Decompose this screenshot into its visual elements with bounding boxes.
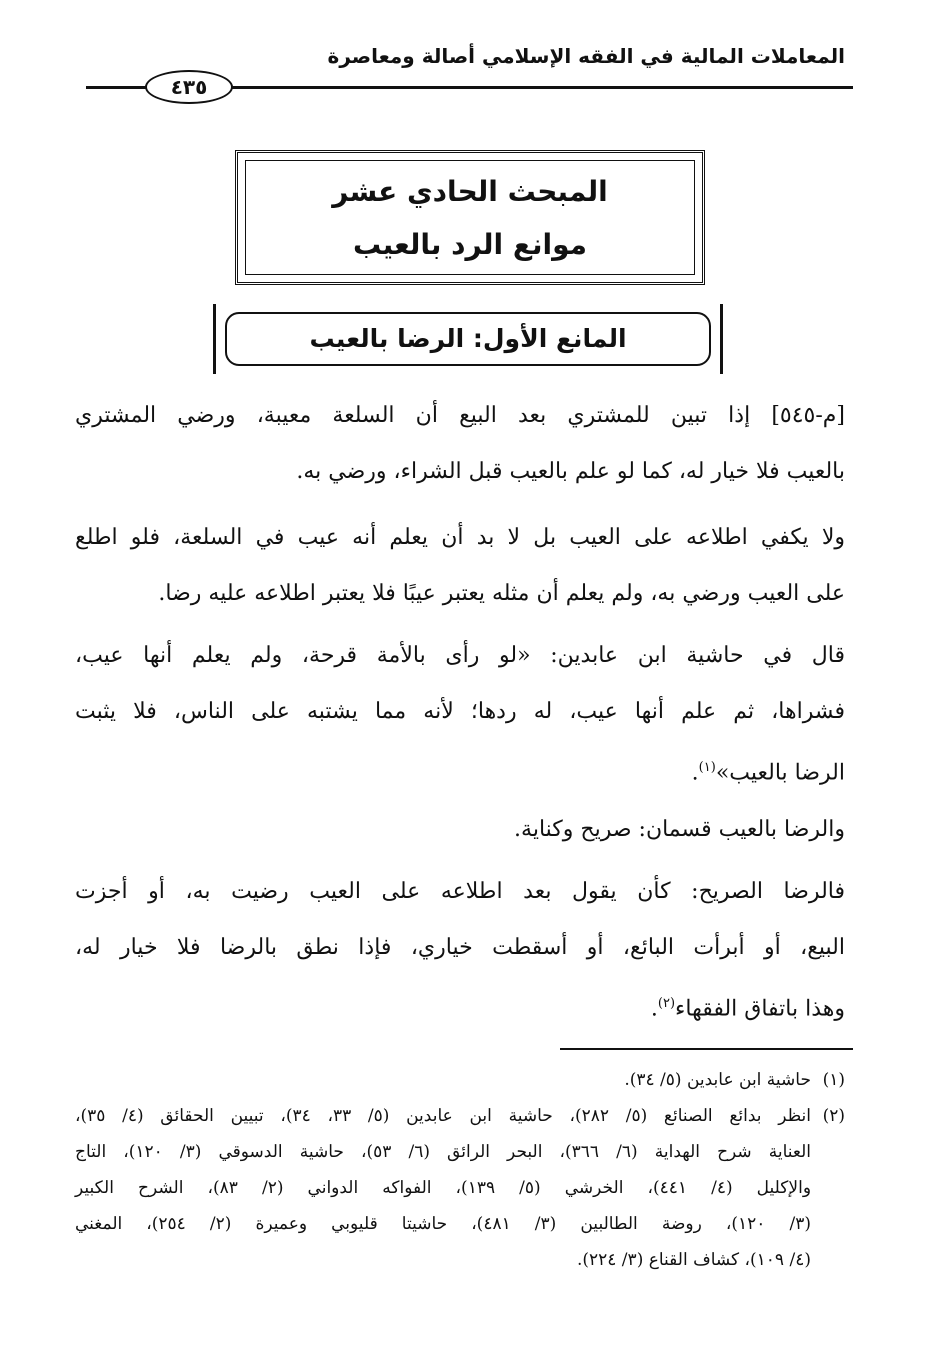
paragraph-line: على العيب ورضي به، ولم يعلم أن مثله يعتبر عيبًا فلا يعتبر اطلاعه عليه رضا.	[158, 581, 845, 606]
footnote-2-line	[75, 1134, 845, 1170]
footnote-1	[75, 1062, 845, 1098]
chapter-title: موانع الرد بالعيب	[353, 228, 587, 261]
consensus-text: وهذا باتفاق الفقهاء	[675, 996, 845, 1022]
paragraph-line: والرضا بالعيب قسمان: صريح وكناية.	[514, 817, 845, 842]
running-title: المعاملات المالية في الفقه الإسلامي أصالة ومعاصرة	[327, 44, 845, 68]
period: .	[691, 760, 699, 786]
paragraph-line: بالعيب فلا خيار له، كما لو علم بالعيب قبل الشراء، ورضي به.	[296, 459, 845, 484]
paragraph-line: فشراها، ثم علم أنها عيب، له ردها؛ لأنه مما يشتبه على الناس، فلا يثبت	[75, 699, 845, 724]
paragraph-5	[75, 864, 845, 1032]
paragraph-4	[75, 802, 845, 858]
footnote-text: العناية شرح الهداية (٦/ ٣٦٦)، البحر الرائق (٦/ ٥٣)، حاشية الدسوقي (٣/ ١٢٠)، التاج	[75, 1142, 812, 1162]
paragraph-line: قال في حاشية ابن عابدين: «لو رأى بالأمة قرحة، ولم يعلم أنها عيب،	[75, 643, 845, 668]
footnote-text: حاشية ابن عابدين (٥/ ٣٤).	[624, 1070, 811, 1090]
paragraph-line: فالرضا الصريح: كأن يقول بعد اطلاعه على العيب رضيت به، أو أجزت	[75, 879, 845, 904]
page-number: ٤٣٥	[145, 70, 233, 104]
paragraph-line	[75, 740, 845, 796]
chapter-heading-box	[235, 150, 705, 285]
footnote-2-line	[75, 1242, 845, 1278]
paragraph-line	[75, 976, 845, 1032]
section-heading-box	[213, 304, 723, 374]
footnote-2-line	[75, 1170, 845, 1206]
paragraph-line: البيع، أو أبرأت البائع، أو أسقطت خياري، فإذا نطق بالرضا فلا خيار له،	[75, 935, 845, 960]
footnote-text: (٣/ ١٢٠)، روضة الطالبين (٣/ ٤٨١)، حاشيتا قليوبي وعميرة (٢/ ٢٥٤)، المغني	[75, 1214, 811, 1234]
footnote-2-line	[75, 1206, 845, 1242]
paragraph-1	[75, 388, 845, 500]
footnote-text: انظر بدائع الصنائع (٥/ ٢٨٢)، حاشية ابن عابدين (٥/ ٣٣، ٣٤)، تبيين الحقائق (٤/ ٣٥)،	[75, 1106, 812, 1126]
paragraph-2	[75, 510, 845, 622]
footnotes	[75, 1062, 845, 1278]
period: .	[650, 996, 658, 1022]
paragraph-3	[75, 628, 845, 796]
footnote-number: (٢)	[822, 1106, 846, 1126]
section-title: المانع الأول: الرضا بالعيب	[309, 324, 627, 353]
paragraph-line: [م-٥٤٥] إذا تبين للمشتري بعد البيع أن السلعة معيبة، ورضي المشتري	[75, 403, 845, 428]
quote-end-text: الرضا بالعيب»	[715, 760, 845, 786]
footnote-number: (١)	[822, 1070, 845, 1090]
footnote-separator	[560, 1048, 853, 1050]
chapter-number: المبحث الحادي عشر	[332, 175, 608, 208]
footnote-ref-1[interactable]: (١)	[698, 760, 716, 775]
footnote-text: والإكليل (٤/ ٤٤١)، الخرشي (٥/ ١٣٩)، الفواكه الدواني (٢/ ٨٣)، الشرح الكبير	[75, 1178, 812, 1198]
footnote-text: (٤/ ١٠٩)، كشاف القناع (٣/ ٢٢٤).	[576, 1250, 811, 1270]
paragraph-line: ولا يكفي اطلاعه على العيب بل لا بد أن يعلم أنه عيب في السلعة، فلو اطلع	[75, 525, 845, 550]
footnote-2-line	[75, 1098, 845, 1134]
footnote-ref-2[interactable]: (٢)	[657, 996, 676, 1011]
